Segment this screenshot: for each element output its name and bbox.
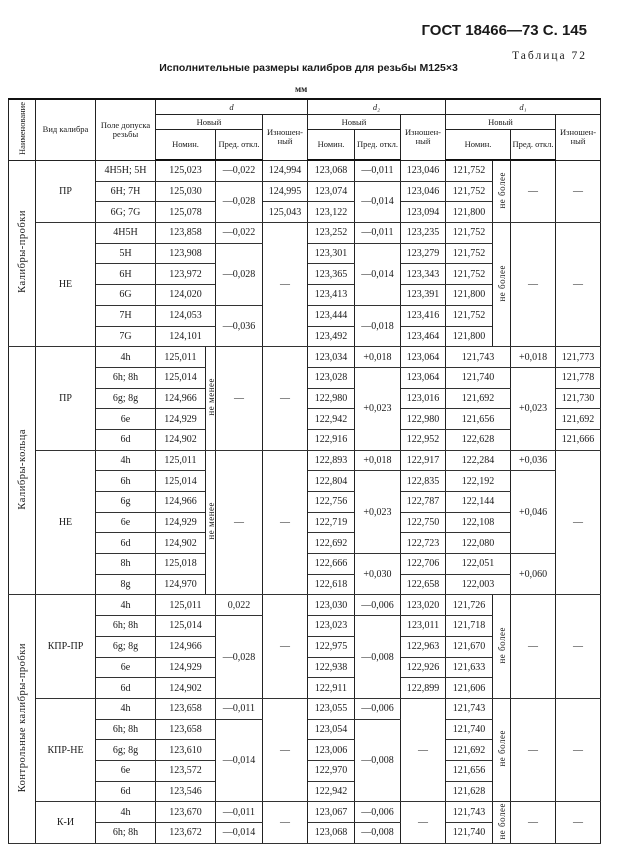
- table-cell: 122,080: [446, 533, 511, 554]
- table-cell: 121,752: [446, 160, 493, 181]
- table-cell: 122,926: [401, 657, 446, 678]
- table-cell: —0,014: [216, 823, 263, 844]
- header-d1-new: Новый: [446, 115, 556, 130]
- table-cell: 123,670: [156, 802, 216, 823]
- table-cell: 122,804: [308, 471, 355, 492]
- table-cell: 123,122: [308, 202, 355, 223]
- table-cell: 4h: [96, 450, 156, 471]
- table-cell: 123,858: [156, 223, 216, 244]
- table-cell: +0,018: [511, 347, 556, 368]
- table-cell: —: [263, 450, 308, 595]
- table-cell: 121,656: [446, 409, 511, 430]
- table-cell: 121,730: [556, 388, 601, 409]
- table-cell: 123,658: [156, 719, 216, 740]
- table-cell: 6e: [96, 409, 156, 430]
- table-cell: 6G: [96, 285, 156, 306]
- table-cell: 122,658: [401, 574, 446, 595]
- table-cell: 123,055: [308, 698, 355, 719]
- table-cell: 123,067: [308, 802, 355, 823]
- limit-note: не более: [493, 698, 511, 801]
- table-cell: 121,743: [446, 698, 493, 719]
- table-cell: 122,003: [446, 574, 511, 595]
- table-cell: —0,006: [355, 802, 401, 823]
- table-cell: 121,633: [446, 657, 493, 678]
- table-cell: —0,014: [355, 243, 401, 305]
- table-cell: 121,606: [446, 678, 493, 699]
- table-cell: 122,692: [308, 533, 355, 554]
- table-cell: +0,030: [355, 554, 401, 595]
- table-cell: 6e: [96, 512, 156, 533]
- table-cell: +0,036: [511, 450, 556, 471]
- table-cell: 123,464: [401, 326, 446, 347]
- table-cell: —0,028: [216, 243, 263, 305]
- table-cell: 121,666: [556, 429, 601, 450]
- table-row: [9, 223, 601, 244]
- table-cell: 6d: [96, 781, 156, 802]
- table-cell: 125,030: [156, 181, 216, 202]
- table-cell: —: [216, 450, 263, 595]
- table-cell: 123,046: [401, 160, 446, 181]
- limit-note: не более: [493, 223, 511, 347]
- table-cell: 6e: [96, 760, 156, 781]
- table-cell: 122,618: [308, 574, 355, 595]
- table-cell: 6h: [96, 471, 156, 492]
- table-cell: 124,970: [156, 574, 206, 595]
- table-cell: —0,022: [216, 160, 263, 181]
- table-cell: 123,020: [401, 595, 446, 616]
- table-cell: 123,074: [308, 181, 355, 202]
- table-cell: 123,301: [308, 243, 355, 264]
- table-cell: 121,752: [446, 181, 493, 202]
- table-cell: —: [263, 347, 308, 450]
- table-cell: —0,028: [216, 181, 263, 222]
- table-cell: +0,023: [355, 471, 401, 554]
- table-cell: 125,011: [156, 347, 206, 368]
- table-cell: 8g: [96, 574, 156, 595]
- table-cell: 6h; 8h: [96, 823, 156, 844]
- table-cell: 122,719: [308, 512, 355, 533]
- table-cell: 124,995: [263, 181, 308, 202]
- section-name: Калибры-пробки: [9, 160, 36, 347]
- table-cell: 122,938: [308, 657, 355, 678]
- table-cell: 121,692: [446, 740, 493, 761]
- table-cell: +0,018: [355, 347, 401, 368]
- table-cell: —: [401, 698, 446, 801]
- table-cell: 121,718: [446, 616, 493, 637]
- table-cell: 121,726: [446, 595, 493, 616]
- header-d2-new: Новый: [308, 115, 401, 130]
- table-cell: 4h: [96, 698, 156, 719]
- table-cell: 123,016: [401, 388, 446, 409]
- header-gauge-type: Вид калибра: [36, 99, 96, 160]
- table-row: [9, 347, 601, 368]
- table-cell: 123,046: [401, 181, 446, 202]
- table-cell: 125,014: [156, 616, 216, 637]
- table-cell: 124,902: [156, 533, 206, 554]
- table-cell: 6g; 8g: [96, 388, 156, 409]
- table-cell: 123,064: [401, 347, 446, 368]
- table-cell: —: [263, 595, 308, 698]
- table-cell: 123,252: [308, 223, 355, 244]
- table-cell: 125,011: [156, 595, 216, 616]
- table-cell: 0,022: [216, 595, 263, 616]
- table-cell: 121,752: [446, 243, 493, 264]
- table-cell: 123,908: [156, 243, 216, 264]
- table-cell: 6e: [96, 657, 156, 678]
- table-cell: +0,018: [355, 450, 401, 471]
- table-cell: 125,078: [156, 202, 216, 223]
- limit-note: не более: [493, 802, 511, 843]
- table-cell: —: [511, 595, 556, 698]
- table-cell: 121,740: [446, 823, 493, 844]
- table-cell: 122,284: [446, 450, 511, 471]
- table-cell: 124,966: [156, 492, 206, 513]
- table-cell: +0,023: [511, 367, 556, 450]
- table-cell: 122,666: [308, 554, 355, 575]
- table-cell: 124,020: [156, 285, 216, 306]
- table-cell: —0,008: [355, 719, 401, 802]
- table-cell: 123,546: [156, 781, 216, 802]
- table-cell: 122,942: [308, 409, 355, 430]
- table-cell: 6d: [96, 533, 156, 554]
- table-cell: 123,391: [401, 285, 446, 306]
- table-cell: 5H: [96, 243, 156, 264]
- header-d-deviation: Пред. откл.: [216, 130, 263, 161]
- table-cell: 121,740: [446, 719, 493, 740]
- table-cell: —: [263, 802, 308, 843]
- limit-note: не более: [493, 160, 511, 223]
- table-cell: 6h; 8h: [96, 367, 156, 388]
- limit-note: не менее: [206, 347, 216, 450]
- table-cell: —: [556, 450, 601, 595]
- table-row: [9, 595, 601, 616]
- table-cell: 123,416: [401, 305, 446, 326]
- table-cell: —: [556, 802, 601, 843]
- table-cell: 123,572: [156, 760, 216, 781]
- table-cell: 122,750: [401, 512, 446, 533]
- table-cell: 123,444: [308, 305, 355, 326]
- table-cell: 6G; 7G: [96, 202, 156, 223]
- table-cell: 123,030: [308, 595, 355, 616]
- table-cell: 122,952: [401, 429, 446, 450]
- table-cell: 122,975: [308, 636, 355, 657]
- table-cell: —: [216, 347, 263, 450]
- table-cell: 123,672: [156, 823, 216, 844]
- table-header: [9, 99, 601, 160]
- table-row: [9, 802, 601, 823]
- table-cell: —0,006: [355, 595, 401, 616]
- table-cell: —: [263, 698, 308, 801]
- table-cell: 121,740: [446, 367, 511, 388]
- table-cell: 6h; 8h: [96, 719, 156, 740]
- table-cell: 125,014: [156, 471, 206, 492]
- table-cell: —0,022: [216, 223, 263, 244]
- table-cell: —0,014: [216, 719, 263, 802]
- table-cell: —0,008: [355, 616, 401, 699]
- header-d-new: Новый: [156, 115, 263, 130]
- section-name: Контрольные калибры-пробки: [9, 595, 36, 843]
- table-cell: ПР: [36, 160, 96, 223]
- table-cell: 123,492: [308, 326, 355, 347]
- table-cell: 123,343: [401, 264, 446, 285]
- table-cell: 123,235: [401, 223, 446, 244]
- table-cell: 123,023: [308, 616, 355, 637]
- table-cell: 123,658: [156, 698, 216, 719]
- table-cell: 121,743: [446, 347, 511, 368]
- table-cell: 124,902: [156, 678, 216, 699]
- table-cell: 122,942: [308, 781, 355, 802]
- table-cell: КПР-НЕ: [36, 698, 96, 801]
- table-cell: +0,046: [511, 471, 556, 554]
- table-cell: 121,800: [446, 285, 493, 306]
- table-cell: 123,413: [308, 285, 355, 306]
- table-cell: 123,279: [401, 243, 446, 264]
- table-cell: —0,006: [355, 698, 401, 719]
- table-cell: —: [511, 802, 556, 843]
- table-cell: —0,014: [355, 181, 401, 222]
- table-cell: 123,068: [308, 160, 355, 181]
- table-cell: 123,972: [156, 264, 216, 285]
- table-cell: —0,018: [355, 305, 401, 346]
- table-cell: —0,011: [355, 223, 401, 244]
- header-d2-worn: Изношен-ный: [401, 115, 446, 161]
- table-cell: 122,963: [401, 636, 446, 657]
- table-cell: 121,800: [446, 326, 493, 347]
- table-cell: —0,011: [355, 160, 401, 181]
- table-cell: 123,094: [401, 202, 446, 223]
- table-cell: 124,929: [156, 409, 206, 430]
- table-cell: 7H: [96, 305, 156, 326]
- table-cell: 123,064: [401, 367, 446, 388]
- unit-label: мм: [295, 84, 308, 94]
- table-cell: —: [556, 595, 601, 698]
- table-cell: 121,628: [446, 781, 493, 802]
- table-cell: 123,365: [308, 264, 355, 285]
- table-cell: 124,101: [156, 326, 216, 347]
- table-cell: 123,068: [308, 823, 355, 844]
- table-cell: 122,108: [446, 512, 511, 533]
- header-d2: d₂: [308, 99, 446, 115]
- table-cell: 122,911: [308, 678, 355, 699]
- table-cell: 8h: [96, 554, 156, 575]
- table-cell: 122,706: [401, 554, 446, 575]
- table-cell: 125,011: [156, 450, 206, 471]
- table-number: Таблица 72: [512, 50, 587, 62]
- table-cell: 122,787: [401, 492, 446, 513]
- table-cell: 122,916: [308, 429, 355, 450]
- table-cell: 123,006: [308, 740, 355, 761]
- table-cell: —0,036: [216, 305, 263, 346]
- table-cell: 122,835: [401, 471, 446, 492]
- table-cell: 124,966: [156, 636, 216, 657]
- table-cell: 121,743: [446, 802, 493, 823]
- table-cell: К-И: [36, 802, 96, 843]
- header-d1-nominal: Номин.: [446, 130, 511, 161]
- table-row: [9, 160, 601, 181]
- table-cell: —0,011: [216, 802, 263, 823]
- limit-note: не более: [493, 595, 511, 698]
- header-d: d: [156, 99, 308, 115]
- table-cell: 121,800: [446, 202, 493, 223]
- table-cell: 6H; 7H: [96, 181, 156, 202]
- table-cell: 121,656: [446, 760, 493, 781]
- table-cell: 125,014: [156, 367, 206, 388]
- table-cell: 122,980: [308, 388, 355, 409]
- section-name: Калибры-кольца: [9, 347, 36, 595]
- table-cell: 124,966: [156, 388, 206, 409]
- table-cell: 6H: [96, 264, 156, 285]
- table-cell: 123,034: [308, 347, 355, 368]
- table-cell: 121,773: [556, 347, 601, 368]
- standard-reference: ГОСТ 18466—73 С. 145: [421, 22, 587, 39]
- table-row: [9, 698, 601, 719]
- table-cell: 4h: [96, 347, 156, 368]
- table-cell: 125,043: [263, 202, 308, 223]
- header-name: Наименование: [9, 99, 36, 160]
- table-cell: —: [511, 223, 556, 347]
- table-cell: 122,756: [308, 492, 355, 513]
- table-cell: 121,692: [556, 409, 601, 430]
- limit-note: не менее: [206, 450, 216, 595]
- table-cell: 121,752: [446, 223, 493, 244]
- table-cell: 4H5H: [96, 223, 156, 244]
- table-cell: 122,970: [308, 760, 355, 781]
- table-cell: —: [511, 698, 556, 801]
- header-d2-deviation: Пред. откл.: [355, 130, 401, 161]
- gauge-dimensions-table: [8, 98, 601, 844]
- table-cell: +0,023: [355, 367, 401, 450]
- table-cell: 4h: [96, 595, 156, 616]
- table-cell: 125,018: [156, 554, 206, 575]
- table-cell: 123,610: [156, 740, 216, 761]
- header-d2-nominal: Номин.: [308, 130, 355, 161]
- table-cell: 123,011: [401, 616, 446, 637]
- table-cell: 6g; 8g: [96, 740, 156, 761]
- table-cell: 122,917: [401, 450, 446, 471]
- table-body: [9, 160, 601, 843]
- table-cell: —: [556, 160, 601, 223]
- header-tolerance: Поле допуска резьбы: [96, 99, 156, 160]
- table-cell: КПР-ПР: [36, 595, 96, 698]
- table-cell: 6d: [96, 429, 156, 450]
- table-cell: —: [263, 223, 308, 347]
- table-cell: 121,752: [446, 305, 493, 326]
- table-cell: 124,929: [156, 512, 206, 533]
- table-cell: 6g; 8g: [96, 636, 156, 657]
- table-cell: —: [556, 223, 601, 347]
- table-cell: 124,902: [156, 429, 206, 450]
- table-cell: 6h; 8h: [96, 616, 156, 637]
- table-cell: 124,053: [156, 305, 216, 326]
- table-cell: 123,054: [308, 719, 355, 740]
- header-d1-deviation: Пред. откл.: [511, 130, 556, 161]
- table-cell: 4h: [96, 802, 156, 823]
- table-cell: +0,060: [511, 554, 556, 595]
- table-cell: 123,028: [308, 367, 355, 388]
- table-cell: 121,692: [446, 388, 511, 409]
- table-cell: 122,192: [446, 471, 511, 492]
- header-d1-worn: Изношен-ный: [556, 115, 601, 161]
- table-cell: НЕ: [36, 223, 96, 347]
- table-cell: 122,899: [401, 678, 446, 699]
- table-cell: ПР: [36, 347, 96, 450]
- table-cell: 7G: [96, 326, 156, 347]
- table-cell: —0,011: [216, 698, 263, 719]
- table-cell: 122,051: [446, 554, 511, 575]
- table-cell: —: [401, 802, 446, 843]
- table-cell: 125,023: [156, 160, 216, 181]
- table-cell: —: [511, 160, 556, 223]
- table-cell: 6g: [96, 492, 156, 513]
- table-cell: —0,028: [216, 616, 263, 699]
- header-d-nominal: Номин.: [156, 130, 216, 161]
- table-row: [9, 450, 601, 471]
- header-d1: d₁: [446, 99, 601, 115]
- table-cell: —: [556, 698, 601, 801]
- table-cell: НЕ: [36, 450, 96, 595]
- header-d-worn: Изношен-ный: [263, 115, 308, 161]
- table-cell: 121,670: [446, 636, 493, 657]
- table-cell: 124,929: [156, 657, 216, 678]
- table-cell: 124,994: [263, 160, 308, 181]
- table-cell: 122,628: [446, 429, 511, 450]
- table-cell: 121,752: [446, 264, 493, 285]
- table-cell: 6d: [96, 678, 156, 699]
- table-cell: 4H5H; 5H: [96, 160, 156, 181]
- table-cell: 122,144: [446, 492, 511, 513]
- table-cell: 122,893: [308, 450, 355, 471]
- table-cell: 122,980: [401, 409, 446, 430]
- table-cell: —0,008: [355, 823, 401, 844]
- table-cell: 122,723: [401, 533, 446, 554]
- table-cell: 121,778: [556, 367, 601, 388]
- table-title: Исполнительные размеры калибров для резьбы M125×3: [159, 62, 458, 74]
